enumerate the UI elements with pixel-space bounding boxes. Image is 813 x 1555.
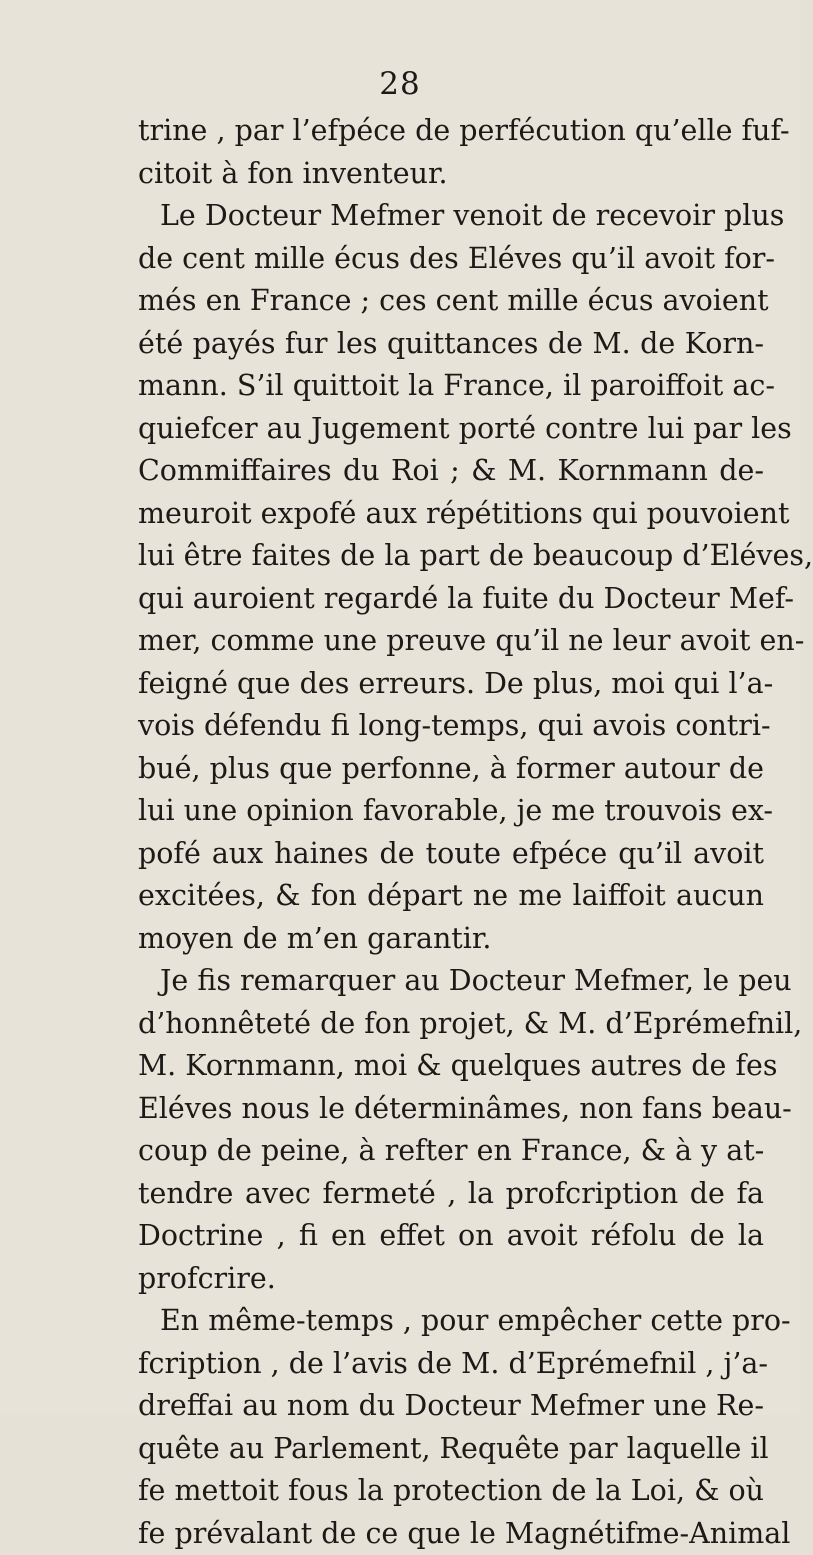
text-line: d’honnêteté de fon projet, & M. d’Eprémefnil, [138, 1003, 764, 1046]
text-line: mann. S’il quittoit la France, il paroiffoit ac- [138, 365, 764, 408]
text-line: fe prévalant de ce que le Magnétifme-Animal [138, 1513, 764, 1555]
text-line: M. Kornmann, moi & quelques autres de fes [138, 1045, 764, 1088]
text-line: Je fis remarquer au Docteur Mefmer, le peu [138, 960, 764, 1003]
text-line: tendre avec fermeté , la profcription de fa [138, 1173, 764, 1216]
text-line: été payés fur les quittances de M. de Korn- [138, 323, 764, 366]
text-line: trine , par l’efpéce de perfécution qu’elle fuf- [138, 110, 764, 153]
text-line: quiefcer au Jugement porté contre lui par les [138, 408, 764, 451]
text-line: Le Docteur Mefmer venoit de recevoir plus [138, 195, 764, 238]
text-line: profcrire. [138, 1258, 764, 1301]
text-line: Doctrine , fi en effet on avoit réfolu de la [138, 1215, 764, 1258]
text-line: lui une opinion favorable, je me trouvois ex- [138, 790, 764, 833]
page-number: 28 [0, 66, 800, 102]
text-line: dreffai au nom du Docteur Mefmer une Re- [138, 1385, 764, 1428]
text-line: fcription , de l’avis de M. d’Eprémefnil , j’a- [138, 1343, 764, 1386]
text-line: coup de peine, à refter en France, & à y at- [138, 1130, 764, 1173]
text-line: quête au Parlement, Requête par laquelle il [138, 1428, 764, 1471]
text-line: citoit à fon inventeur. [138, 153, 764, 196]
text-line: qui auroient regardé la fuite du Docteur Mef- [138, 578, 764, 621]
text-line: moyen de m’en garantir. [138, 918, 764, 961]
text-line: excitées, & fon départ ne me laiffoit aucun [138, 875, 764, 918]
text-line: Commiffaires du Roi ; & M. Kornmann de- [138, 450, 764, 493]
text-line: bué, plus que perfonne, à former autour de [138, 748, 764, 791]
text-line: pofé aux haines de toute efpéce qu’il avoit [138, 833, 764, 876]
body-text [138, 110, 764, 1555]
text-line: més en France ; ces cent mille écus avoient [138, 280, 764, 323]
text-line: fe mettoit fous la protection de la Loi, & où [138, 1470, 764, 1513]
text-line: feigné que des erreurs. De plus, moi qui l’a- [138, 663, 764, 706]
text-line: de cent mille écus des Eléves qu’il avoit for- [138, 238, 764, 281]
text-line: En même-temps , pour empêcher cette pro- [138, 1300, 764, 1343]
text-line: meuroit expofé aux répétitions qui pouvoient [138, 493, 764, 536]
text-line: Eléves nous le déterminâmes, non fans beau- [138, 1088, 764, 1131]
text-line: lui être faites de la part de beaucoup d’Eléves, [138, 535, 764, 578]
text-line: vois défendu fi long-temps, qui avois contri- [138, 705, 764, 748]
text-line: mer, comme une preuve qu’il ne leur avoit en- [138, 620, 764, 663]
